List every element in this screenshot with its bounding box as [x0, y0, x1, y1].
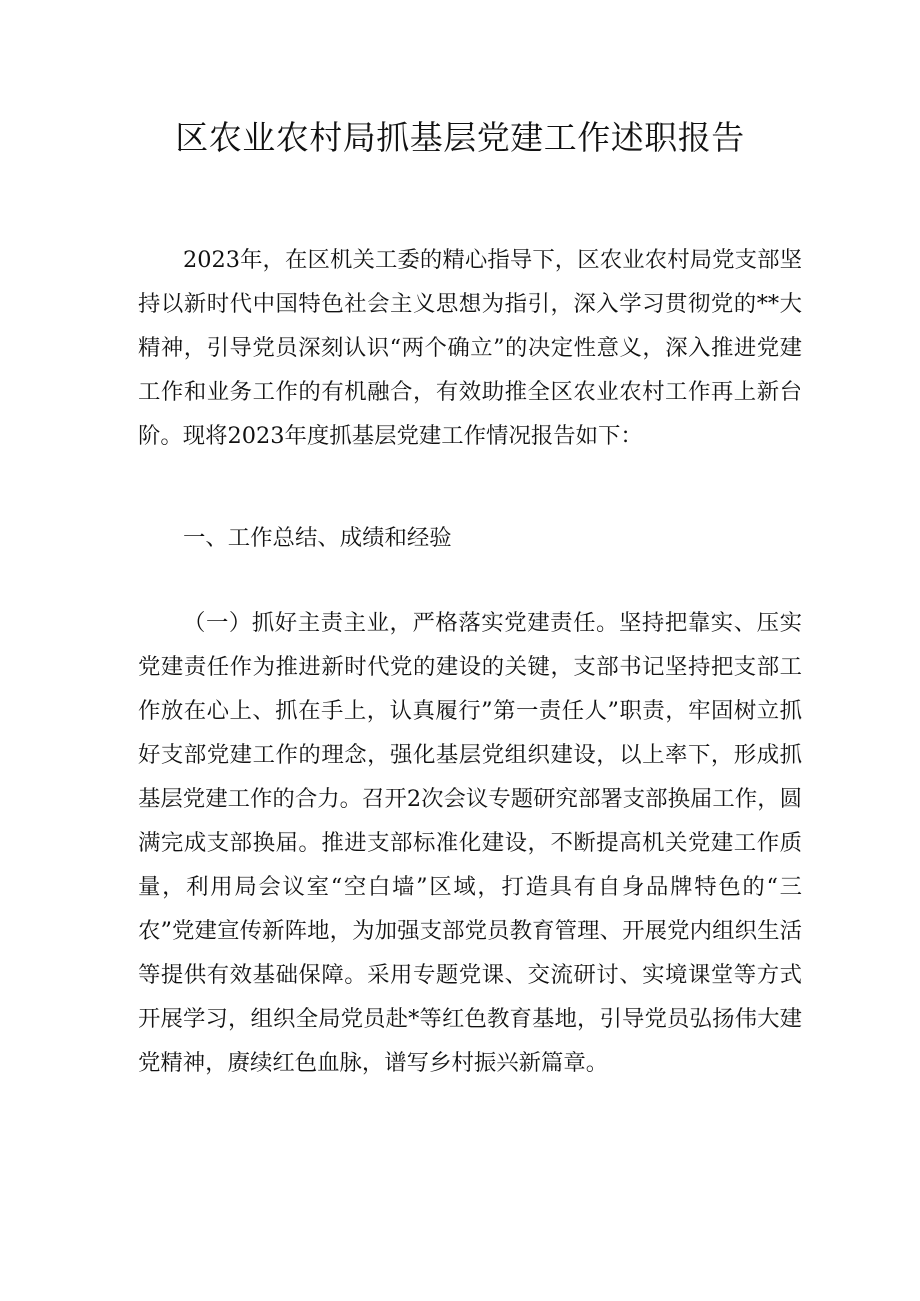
intro-paragraph: 2023年，在区机关工委的精心指导下，区农业农村局党支部坚持以新时代中国特色社会主义思想为指引，深入学习贯彻党的**大精神，引导党员深刻认识“两个确立”的决定性意义，深入推进党建工作和业务工作的有机融合，有效助推全区农业农村工作再上新台阶。现将2023年度抓基层党建工作情况报告如下： [138, 247, 802, 449]
body-paragraph: （一）抓好主责主业，严格落实党建责任。坚持把靠实、压实党建责任作为推进新时代党的建设的关键，支部书记坚持把支部工作放在心上、抓在手上，认真履行”第一责任人”职责，牢固树立抓好支部党建工作的理念，强化基层党组织建设，以上率下，形成抓基层党建工作的合力。召开2次会议专题研究部署支部换届工作，圆满完成支部换届。推进支部标准化建设，不断提高机关党建工作质量，利用局会议室“空白墙”区域，打造具有自身品牌特色的“三农”党建宣传新阵地，为加强支部党员教育管理、开展党内组织生活等提供有效基础保障。采用专题党课、交流研讨、实境课堂等方式开展学习，组织全局党员赴*等红色教育基地，引导党员弘扬伟大建党精神，赓续红色血脉，谱写乡村振兴新篇章。 [138, 610, 802, 1076]
document-title: 区农业农村局抓基层党建工作述职报告 [175, 118, 745, 157]
section-heading: 一、工作总结、成绩和经验 [183, 525, 452, 551]
